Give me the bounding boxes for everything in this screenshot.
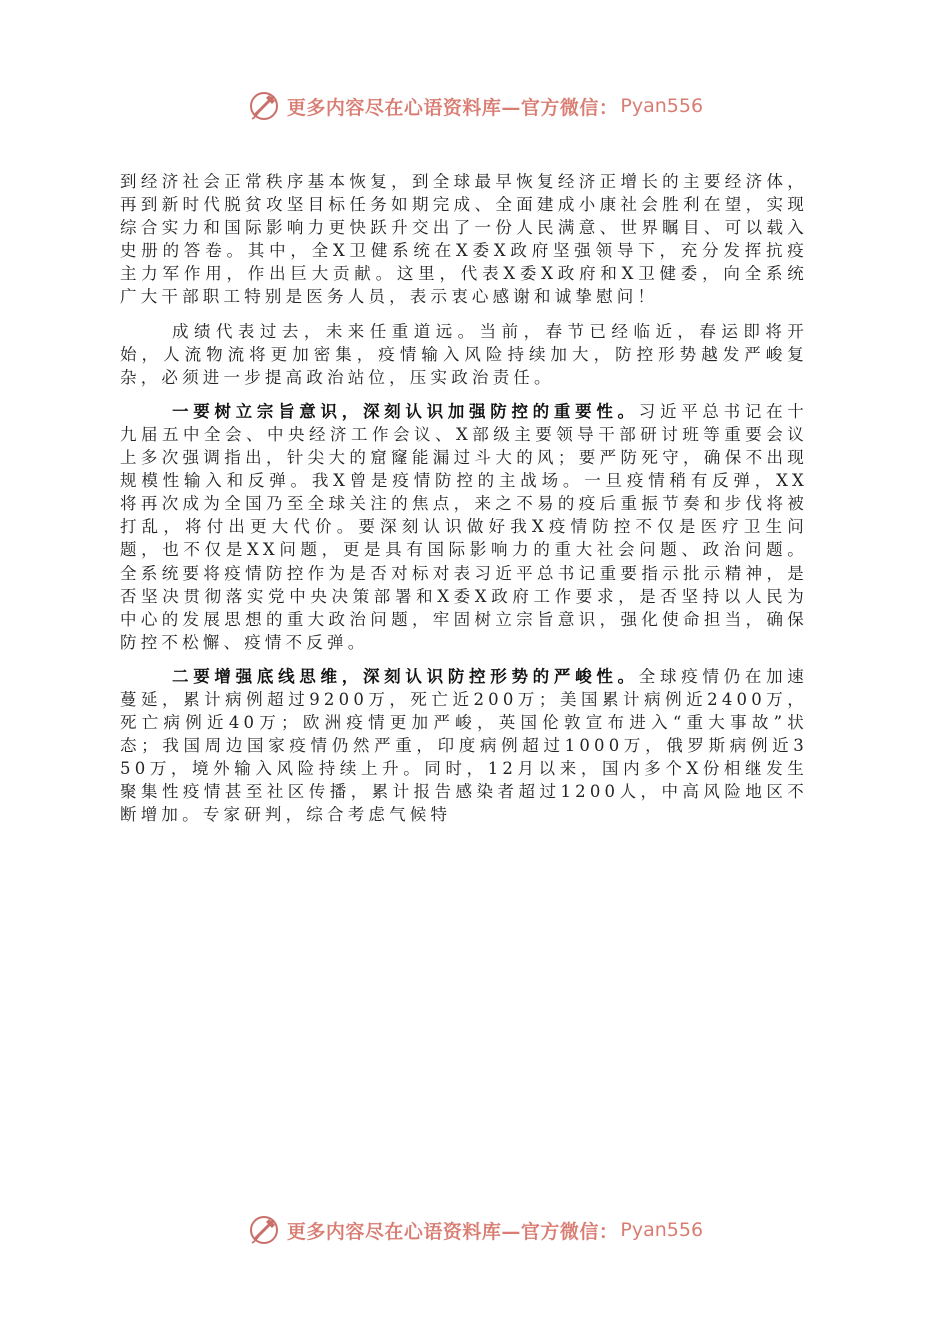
pen-logo-icon [247, 89, 281, 123]
paragraph-3 [120, 400, 808, 654]
paragraph-1 [120, 170, 808, 309]
section-heading: 一要树立宗旨意识，深刻认识加强防控的重要性。 [172, 401, 639, 421]
paragraph-4 [120, 665, 808, 827]
watermark-text: 更多内容尽在心语资料库—官方微信： [286, 96, 619, 119]
watermark-top [0, 86, 950, 126]
document-body [120, 170, 808, 838]
pen-logo-icon [247, 1213, 281, 1247]
section-heading: 二要增强底线思维，深刻认识防控形势的严峻性。 [172, 666, 639, 686]
watermark-bottom [0, 1210, 950, 1250]
paragraph-text: 习近平总书记在十九届五中全会、中央经济工作会议、X部级主要领导干部研讨班等重要会议上多次强调指出，针尖大的窟窿能漏过斗大的风；要严防死守，确保不出现规模性输入和反弹。我X曾是疫情防控的主战场。一旦疫情稍有反弹，XX将再次成为全国乃至全球关注的焦点，来之不易的疫后重振节奏和步伐将被打乱，将付出更大代价。要深刻认识做好我X疫情防控不仅是医疗卫生问题，也不仅是XX问题，更是具有国际影响力的重大社会问题、政治问题。全系统要将疫情防控作为是否对标对表习近平总书记重要指示批示精神，是否坚决贯彻落实党中央决策部署和X委X政府工作要求，是否坚持以人民为中心的发展思想的重大政治问题，牢固树立宗旨意识，强化使命担当，确保防控不松懈、疫情不反弹。 [120, 401, 808, 652]
paragraph-text: 成绩代表过去，未来任重道远。当前，春节已经临近，春运即将开始，人流物流将更加密集，疫情输入风险持续加大，防控形势越发严峻复杂，必须进一步提高政治站位，压实政治责任。 [120, 321, 808, 387]
paragraph-text: 到经济社会正常秩序基本恢复，到全球最早恢复经济正增长的主要经济体，再到新时代脱贫攻坚目标任务如期完成、全面建成小康社会胜利在望，实现综合实力和国际影响力更快跃升交出了一份人民满意、世界瞩目、可以载入史册的答卷。其中，全X卫健系统在X委X政府坚强领导下，充分发挥抗疫主力军作用，作出巨大贡献。这里，代表X委X政府和X卫健委，向全系统广大干部职工特别是医务人员，表示衷心感谢和诚挚慰问！ [120, 172, 808, 307]
watermark-id: Pyan556 [620, 1219, 704, 1241]
watermark-text: 更多内容尽在心语资料库—官方微信： [286, 1220, 619, 1243]
paragraph-text: 全球疫情仍在加速蔓延，累计病例超过9200万，死亡近200万；美国累计病例近2400万，死亡病例近40万；欧洲疫情更加严峻，英国伦敦宣布进入“重大事故”状态；我国周边国家疫情仍然严重，印度病例超过1000万，俄罗斯病例近350万，境外输入风险持续上升。同时，12月以来，国内多个X份相继发生聚集性疫情甚至社区传播，累计报告感染者超过1200人，中高风险地区不断增加。专家研判，综合考虑气候特 [120, 666, 808, 825]
watermark-id: Pyan556 [620, 95, 704, 117]
paragraph-2 [120, 320, 808, 389]
